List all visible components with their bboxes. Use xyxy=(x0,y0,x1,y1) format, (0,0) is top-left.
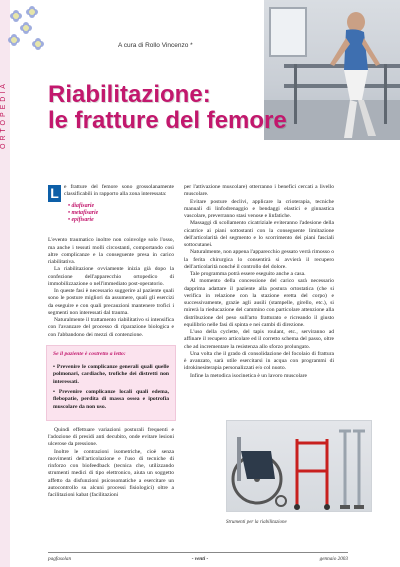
list-item: • diafisarie xyxy=(68,202,95,209)
paragraph: Massaggi di scollamento cicatriziale eviteranno l'adesione della cicatrice ai piani sottostanti con la conseguente limitazione dell'articolarità del segmento e lo scorrimento dei piani fasciali sottocutanei. xyxy=(184,220,334,248)
list-item: • metafisarie xyxy=(68,209,99,216)
page-number: - venti - xyxy=(191,556,209,562)
left-column xyxy=(48,184,174,499)
paragraph: Una volta che il grado di consolidazione del focolaio di frattura è avanzato, sarà utile esercitarsi in acqua con programmi di idrokinesiterapia personalizzati e/o col nuoto. xyxy=(184,350,334,372)
list-item: • epifisarie xyxy=(68,217,94,224)
paragraph: per l'attivazione muscolare) otterranno i benefici cercati a livello muscolare. xyxy=(184,184,334,198)
box-heading: Se il paziente è costretto a letto: xyxy=(53,350,126,357)
flower-icon xyxy=(32,38,44,50)
flower-icon xyxy=(8,34,20,46)
flower-decoration xyxy=(6,4,76,62)
paragraph: Evitare posture declivi, applicare la crioterapia, tecniche manuali di linfodrenaggio e bendaggi elastici e ginnastica vascolare, preverranno stasi venose e linfatiche. xyxy=(184,198,334,219)
flower-icon xyxy=(26,6,38,18)
title-line-2: le fratture del femore xyxy=(48,107,287,134)
article-title xyxy=(48,82,308,134)
paragraph: In queste fasi è necessario suggerire al paziente quali sono le posture migliori da assumere, quali gli esercizi da eseguire e con quali precauzioni mantenere trofici i segmenti non interessati dal trauma. xyxy=(48,288,174,316)
paragraph: Infine la metodica isocinetica è un lavoro muscolare xyxy=(190,372,307,379)
section-tag: ORTOPEDIA xyxy=(0,81,7,149)
paragraph: Tale programma potrà essere eseguito anche a casa. xyxy=(190,271,306,277)
right-column xyxy=(184,184,334,380)
dropcap: L xyxy=(48,185,61,202)
title-line-1: Riabilitazione: xyxy=(48,81,211,108)
box-item: • Prevenire le complicanze generali quali quelle polmonari, cardiache, trofiche dei distretti non interessati. xyxy=(53,364,169,385)
paragraph: Naturalmente il trattamento riabilitativo si intensifica con l'avanzare del processo di riparazione biologica e con l'abbandono dei mezzi di contenzione. xyxy=(48,317,174,338)
paragraph: Naturalmente, non appena l'apparecchio gessato verrà rimosso o la ferita chirurgica lo consentirà si avvierà il recupero dell'articolarità nonché il controllo del dolore. xyxy=(184,249,334,270)
paragraph: La riabilitazione ovviamente inizia già dopo la confezione dell'apparecchio ortopedico di immobilizzazione o nell'immediato post-operatorio. xyxy=(48,266,174,287)
paragraph: Al momento della concessione del carico sarà necessario dapprima adattare il paziente alla postura ortostatica (che si verifica in relazione con la stazione eretta del corpo) e successivamente, grazie agli ausili (stampelle, girello, etc.), si mirerà la rieducazione del cammino con particolare attenzione alla distribuzione del peso sull'arto fratturato e ricreando il giusto equilibrio nelle fasi di spinta e nei cambi di direzione. xyxy=(184,278,334,328)
flower-icon xyxy=(10,10,22,22)
footer-date: gennaio 2003 xyxy=(319,556,348,562)
paragraph: Inoltre le contrazioni isometriche, cioè senza movimenti dell'articolazione e l'uso di tecniche di rinforzo con biofeedback (tecnica che, utilizzando strumenti medici di tipo elettronico, aiuta un soggetto affetto da disfunzioni psicosomatiche a esercitare un autocontrollo su alcuni processi fisiologici) oltre a facilitazioni kabat (facilitazioni xyxy=(48,448,174,499)
rehab-equipment-illustration xyxy=(227,421,373,513)
box-item: • Prevenire complicanze locali quali edema, flebopatie, perdita di massa ossea e ipotrofia muscolare da non uso. xyxy=(53,389,169,410)
photo-caption: Strumenti per la riabilitazione xyxy=(226,520,287,525)
bedridden-box xyxy=(46,345,176,421)
fracture-type-list xyxy=(68,203,174,225)
intro-paragraph xyxy=(48,184,174,199)
paragraph: L'uso della cyclette, del tapis roulant, etc., serviranno ad affinare il recupero articolare ed il corretto schema del passo, oltre che ad incrementare la resistenza allo sforzo prolungato. xyxy=(184,329,334,350)
paragraph: L'evento traumatico inoltre non coinvolge solo l'osso, ma anche i tessuti molli circostanti, comportando così altre complicanze e la conseguente presa in carico riabilitativa. xyxy=(48,237,174,266)
byline: A cura di Rollo Vincenzo * xyxy=(118,42,193,49)
flower-icon xyxy=(20,22,32,34)
paragraph: Quindi effettuare variazioni posturali frequenti e l'adozione di presidi anti decubito, onde evitare lesioni ulcerose da pressione. xyxy=(48,426,174,448)
intro-text: e fratture del femore sono grossolanamente classificabili in rapporto alla zona interessata: xyxy=(64,184,174,198)
footer-publication: pagfasolan xyxy=(48,556,72,562)
footer-divider xyxy=(48,552,348,553)
equipment-photo xyxy=(226,420,372,512)
